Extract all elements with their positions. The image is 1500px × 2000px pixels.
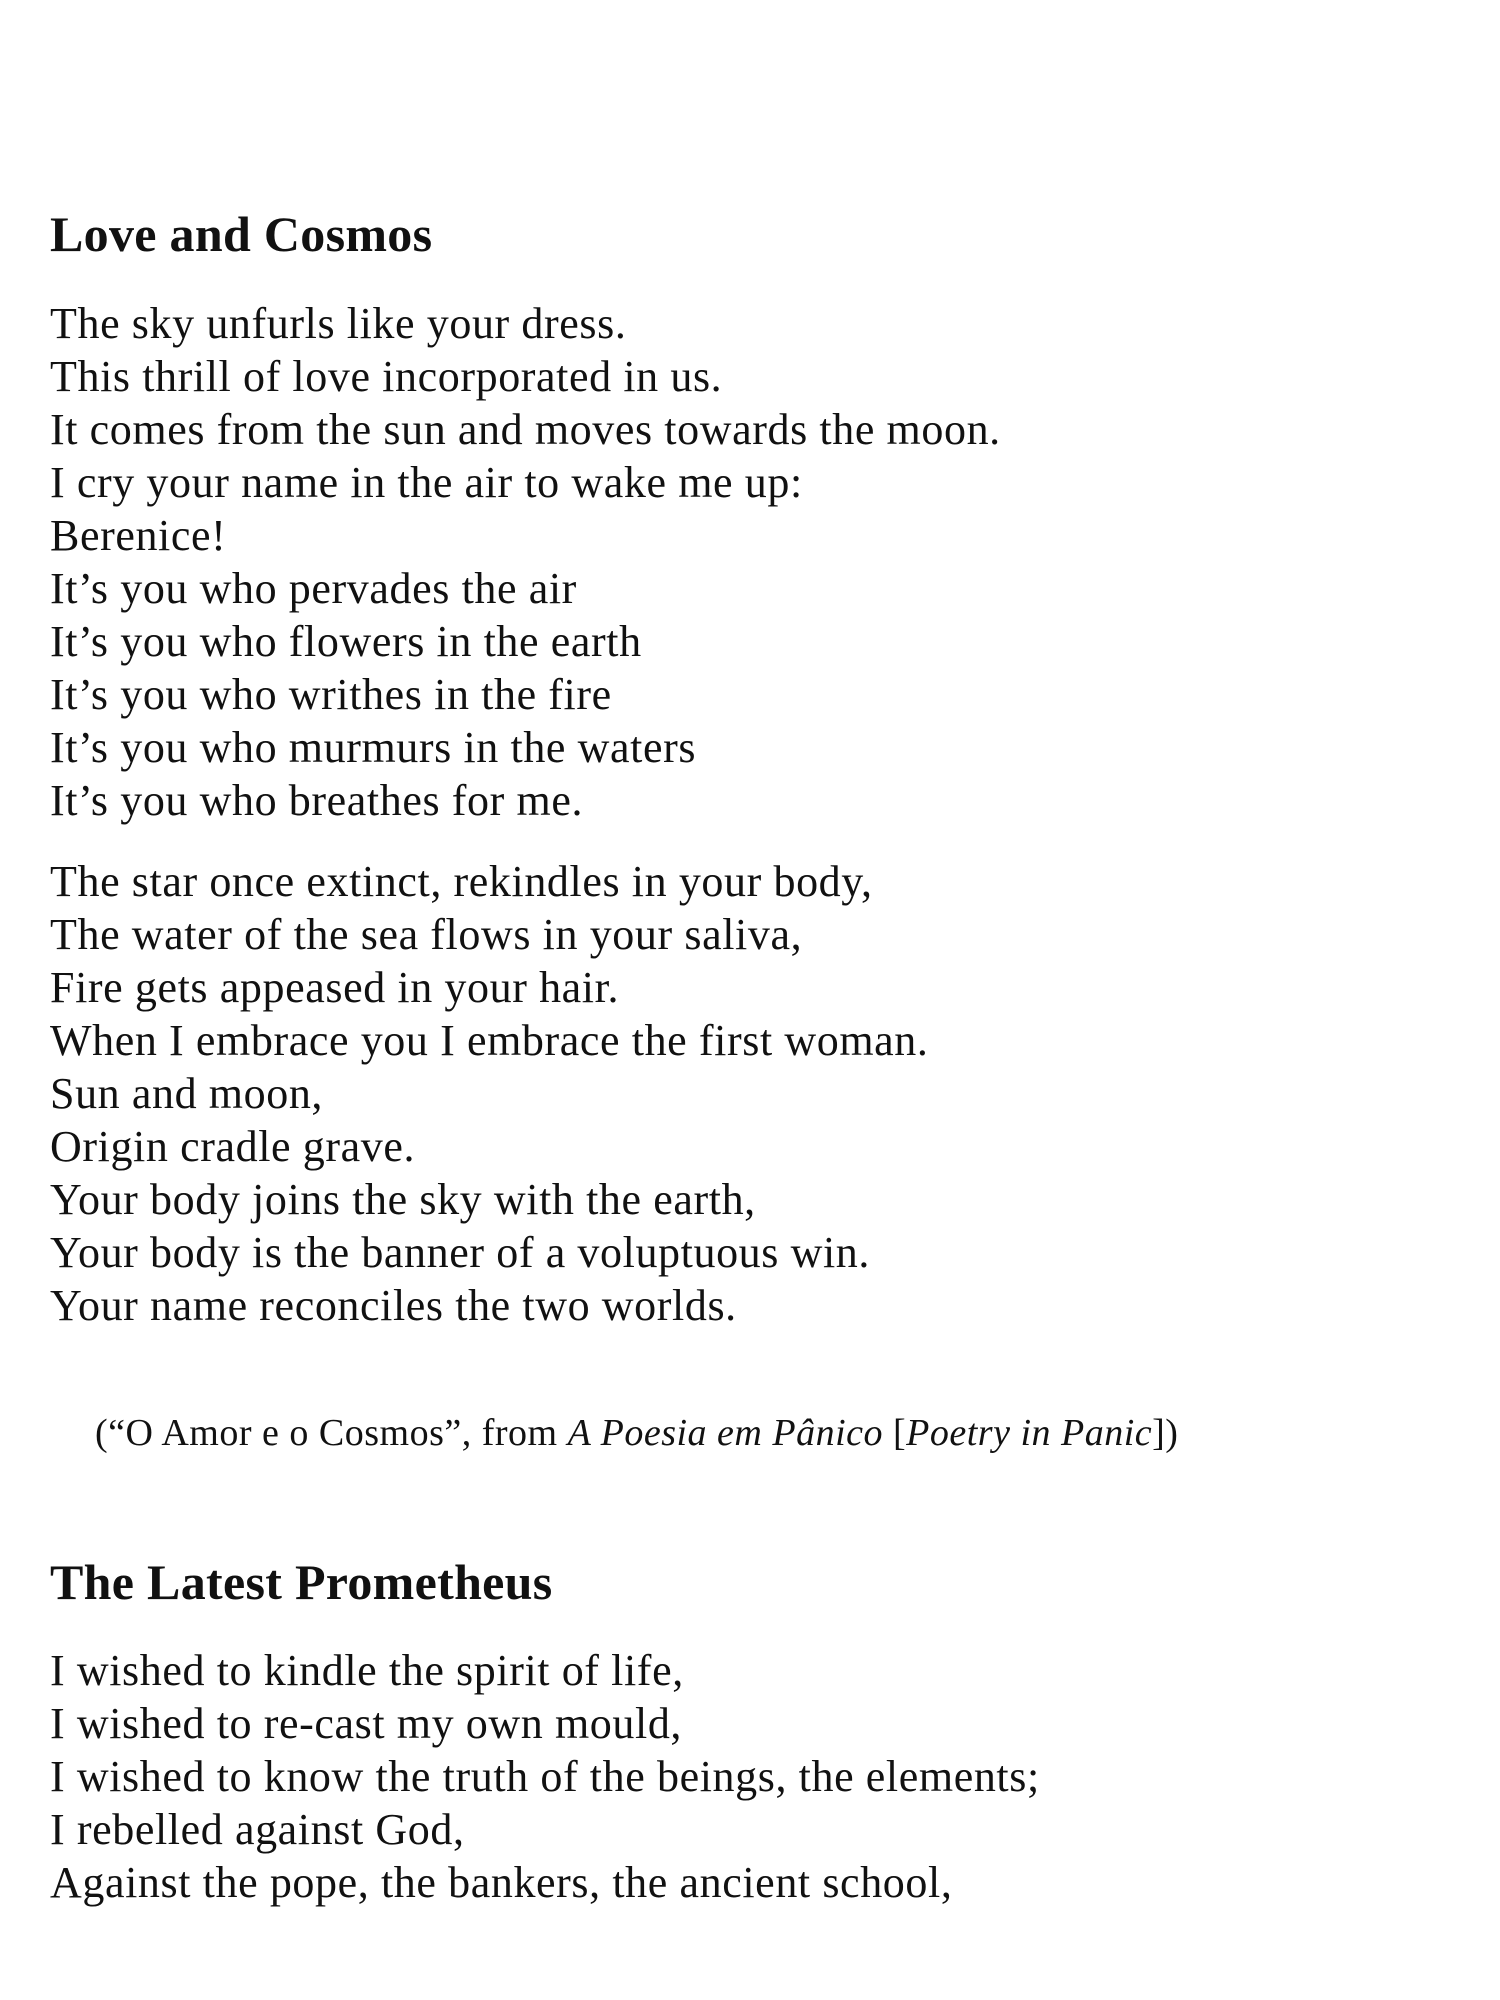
poem-line: It’s you who pervades the air: [50, 564, 577, 613]
source-translated-title: Poetry in Panic: [906, 1412, 1153, 1454]
source-book-title: A Poesia em Pânico: [567, 1412, 884, 1454]
poem-line: I wished to kindle the spirit of life,: [50, 1646, 684, 1695]
poem-line: Against the pope, the bankers, the ancient school,: [50, 1858, 953, 1907]
stanza-2: [50, 855, 929, 1332]
poem-line: Your body joins the sky with the earth,: [50, 1175, 756, 1224]
poem-line: Fire gets appeased in your hair.: [50, 963, 620, 1012]
poem-line: This thrill of love incorporated in us.: [50, 352, 723, 401]
poem-line: Your name reconciles the two worlds.: [50, 1281, 737, 1330]
poem-title-love-and-cosmos: Love and Cosmos: [50, 206, 433, 262]
poem-line: The star once extinct, rekindles in your body,: [50, 857, 873, 906]
poem-title-the-latest-prometheus: The Latest Prometheus: [50, 1554, 553, 1610]
poem-line: When I embrace you I embrace the first woman.: [50, 1016, 929, 1065]
poem-line: Your body is the banner of a voluptuous win.: [50, 1228, 870, 1277]
source-bracket-open: [: [883, 1412, 907, 1454]
poem-line: Sun and moon,: [50, 1069, 324, 1118]
stanza-3: [50, 1644, 1040, 1909]
poem-line: Origin cradle grave.: [50, 1122, 416, 1171]
poem-line: It’s you who murmurs in the waters: [50, 723, 697, 772]
source-prefix: (“O Amor e o Cosmos”, from: [95, 1412, 568, 1454]
poem-line: It comes from the sun and moves towards the moon.: [50, 405, 1001, 454]
poem-line: I rebelled against God,: [50, 1805, 465, 1854]
poem-line: The sky unfurls like your dress.: [50, 299, 627, 348]
poem-line: I wished to know the truth of the beings, the elements;: [50, 1752, 1040, 1801]
poem-line: It’s you who writhes in the fire: [50, 670, 612, 719]
poem-line: Berenice!: [50, 511, 227, 560]
poem-line: It’s you who breathes for me.: [50, 776, 584, 825]
poem-line: I wished to re-cast my own mould,: [50, 1699, 683, 1748]
poem-line: I cry your name in the air to wake me up:: [50, 458, 803, 507]
poem-line: The water of the sea flows in your saliva,: [50, 910, 803, 959]
stanza-1: [50, 297, 1001, 827]
poem-line: It’s you who flowers in the earth: [50, 617, 642, 666]
source-suffix: ]): [1152, 1412, 1179, 1454]
poem-source-note: [95, 1408, 1178, 1458]
